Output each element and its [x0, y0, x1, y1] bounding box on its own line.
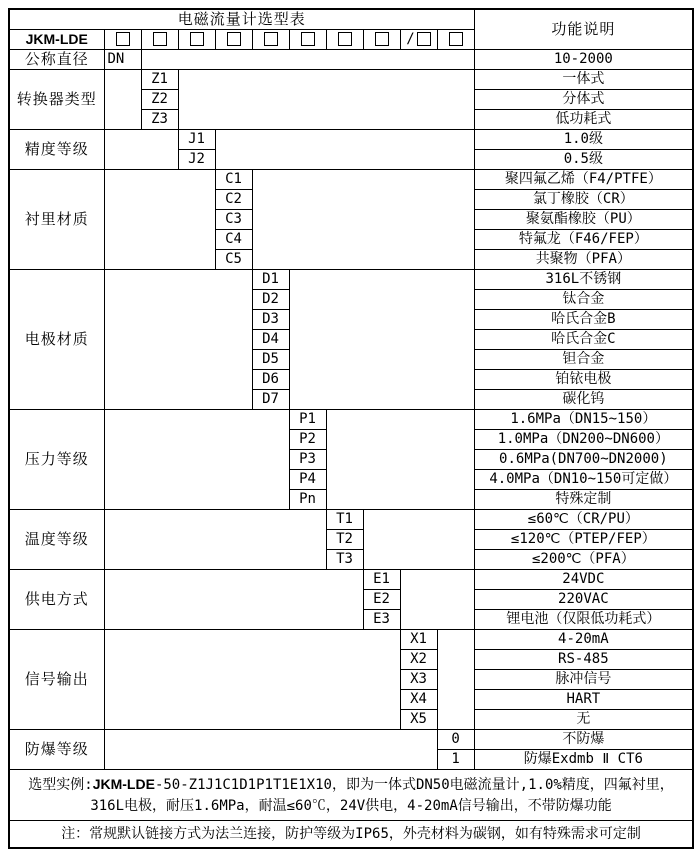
checkbox-c[interactable] — [227, 32, 241, 46]
desc-cell: 共聚物（PFA） — [474, 250, 693, 270]
checkbox-cell-x — [400, 30, 437, 50]
desc-cell: 特氟龙（F46/FEP） — [474, 230, 693, 250]
category-label-accuracy: 精度等级 — [9, 130, 104, 170]
desc-cell: 1.6MPa（DN15~150） — [474, 410, 693, 430]
empty-cell — [104, 730, 437, 770]
example-row — [9, 770, 693, 821]
desc-cell: 特殊定制 — [474, 490, 693, 510]
empty-cell — [104, 170, 215, 270]
empty-cell — [141, 50, 474, 70]
code-cell: D7 — [252, 390, 289, 410]
code-cell: J1 — [178, 130, 215, 150]
checkbox-cell-t — [326, 30, 363, 50]
empty-cell — [104, 410, 289, 510]
desc-cell: ≤120℃（PTEP/FEP） — [474, 530, 693, 550]
desc-cell: 4.0MPa（DN10~150可定做） — [474, 470, 693, 490]
empty-cell — [104, 510, 326, 570]
code-cell: T2 — [326, 530, 363, 550]
code-cell: P2 — [289, 430, 326, 450]
function-column-header: 功能说明 — [474, 9, 693, 50]
empty-cell — [104, 630, 400, 730]
code-cell: J2 — [178, 150, 215, 170]
code-cell: DN — [104, 50, 141, 70]
selection-sheet — [8, 8, 694, 849]
slash-separator: / — [406, 30, 415, 47]
category-label-pressure: 压力等级 — [9, 410, 104, 510]
checkbox-dn[interactable] — [116, 32, 130, 46]
category-label-power: 供电方式 — [9, 570, 104, 630]
code-cell: E3 — [363, 610, 400, 630]
desc-cell: 碳化钨 — [474, 390, 693, 410]
desc-cell: 0.6MPa(DN700~DN2000) — [474, 450, 693, 470]
desc-cell: 316L不锈钢 — [474, 270, 693, 290]
checkbox-cell-p — [289, 30, 326, 50]
code-cell: X1 — [400, 630, 437, 650]
desc-cell: 哈氏合金B — [474, 310, 693, 330]
code-cell: X3 — [400, 670, 437, 690]
desc-cell: RS-485 — [474, 650, 693, 670]
desc-cell: 一体式 — [474, 70, 693, 90]
checkbox-x[interactable] — [417, 32, 431, 46]
checkbox-p[interactable] — [301, 32, 315, 46]
desc-cell: 氯丁橡胶（CR） — [474, 190, 693, 210]
checkbox-cell-z — [141, 30, 178, 50]
desc-cell: 铂铱电极 — [474, 370, 693, 390]
code-cell: P1 — [289, 410, 326, 430]
desc-cell: 不防爆 — [474, 730, 693, 750]
code-cell: D4 — [252, 330, 289, 350]
desc-cell: 哈氏合金C — [474, 330, 693, 350]
desc-cell: 防爆Exdmb Ⅱ CT6 — [474, 750, 693, 770]
code-cell: E1 — [363, 570, 400, 590]
empty-cell — [104, 130, 178, 170]
code-cell: Pn — [289, 490, 326, 510]
note-row: 注：常规默认链接方式为法兰连接，防护等级为IP65，外壳材料为碳钢，如有特殊需求可定制 — [9, 821, 693, 849]
code-cell: T3 — [326, 550, 363, 570]
checkbox-d[interactable] — [264, 32, 278, 46]
empty-cell — [289, 270, 474, 410]
empty-cell — [400, 570, 474, 630]
code-cell: X5 — [400, 710, 437, 730]
empty-cell — [252, 170, 474, 270]
desc-cell: 0.5级 — [474, 150, 693, 170]
desc-cell: 4-20mA — [474, 630, 693, 650]
code-cell: X2 — [400, 650, 437, 670]
model-code: JKM-LDE — [9, 30, 104, 50]
code-cell: D5 — [252, 350, 289, 370]
empty-cell — [178, 70, 474, 130]
empty-cell — [326, 410, 474, 510]
code-cell: 1 — [437, 750, 474, 770]
checkbox-cell-ex — [437, 30, 474, 50]
empty-cell — [104, 270, 252, 410]
desc-cell: 锂电池（仅限低功耗式） — [474, 610, 693, 630]
empty-cell — [215, 130, 474, 170]
desc-cell: 无 — [474, 710, 693, 730]
code-cell: C3 — [215, 210, 252, 230]
empty-cell — [104, 570, 363, 630]
desc-cell: 低功耗式 — [474, 110, 693, 130]
table-title: 电磁流量计选型表 — [9, 9, 474, 30]
desc-cell: 10-2000 — [474, 50, 693, 70]
desc-cell: 分体式 — [474, 90, 693, 110]
example-model: JKM-LDE — [92, 775, 155, 792]
category-label-electrode: 电极材质 — [9, 270, 104, 410]
desc-cell: 聚四氟乙烯（F4/PTFE） — [474, 170, 693, 190]
desc-cell: ≤60℃（CR/PU） — [474, 510, 693, 530]
desc-cell: 24VDC — [474, 570, 693, 590]
code-cell: Z1 — [141, 70, 178, 90]
desc-cell: HART — [474, 690, 693, 710]
checkbox-cell-d — [252, 30, 289, 50]
checkbox-t[interactable] — [338, 32, 352, 46]
code-cell: P3 — [289, 450, 326, 470]
checkbox-cell-j — [178, 30, 215, 50]
checkbox-cell-dn — [104, 30, 141, 50]
empty-cell — [363, 510, 474, 570]
desc-cell: 聚氨酯橡胶（PU） — [474, 210, 693, 230]
code-cell: 0 — [437, 730, 474, 750]
code-cell: Z2 — [141, 90, 178, 110]
checkbox-cell-e — [363, 30, 400, 50]
code-cell: P4 — [289, 470, 326, 490]
code-cell: T1 — [326, 510, 363, 530]
category-label-diameter: 公称直径 — [9, 50, 104, 70]
category-label-converter: 转换器类型 — [9, 70, 104, 130]
code-cell: Z3 — [141, 110, 178, 130]
empty-cell — [104, 70, 141, 130]
checkbox-z[interactable] — [153, 32, 167, 46]
code-cell: C4 — [215, 230, 252, 250]
desc-cell: 脉冲信号 — [474, 670, 693, 690]
selection-table — [8, 8, 694, 849]
desc-cell: 钽合金 — [474, 350, 693, 370]
desc-cell: 钛合金 — [474, 290, 693, 310]
desc-cell: ≤200℃（PFA） — [474, 550, 693, 570]
category-label-lining: 衬里材质 — [9, 170, 104, 270]
checkbox-j[interactable] — [190, 32, 204, 46]
checkbox-e[interactable] — [375, 32, 389, 46]
code-cell: D3 — [252, 310, 289, 330]
code-cell: C5 — [215, 250, 252, 270]
code-cell: E2 — [363, 590, 400, 610]
code-cell: C2 — [215, 190, 252, 210]
category-label-signal: 信号输出 — [9, 630, 104, 730]
checkbox-cell-c — [215, 30, 252, 50]
code-cell: X4 — [400, 690, 437, 710]
category-label-explosion: 防爆等级 — [9, 730, 104, 770]
code-cell: D1 — [252, 270, 289, 290]
desc-cell: 1.0MPa（DN200~DN600） — [474, 430, 693, 450]
example-prefix: 选型实例: — [28, 776, 93, 793]
code-cell: C1 — [215, 170, 252, 190]
example-text: -50-Z1J1C1D1P1T1E1X10，即为一体式DN50电磁流量计,1.0%精度，四氟衬里，316L电极，耐压1.6MPa，耐温≤60℃，24V供电，4-20mA信号输出，不带防爆功能 — [90, 776, 674, 814]
code-cell: D2 — [252, 290, 289, 310]
checkbox-ex[interactable] — [449, 32, 463, 46]
desc-cell: 220VAC — [474, 590, 693, 610]
code-cell: D6 — [252, 370, 289, 390]
empty-cell — [437, 630, 474, 730]
desc-cell: 1.0级 — [474, 130, 693, 150]
category-label-temperature: 温度等级 — [9, 510, 104, 570]
